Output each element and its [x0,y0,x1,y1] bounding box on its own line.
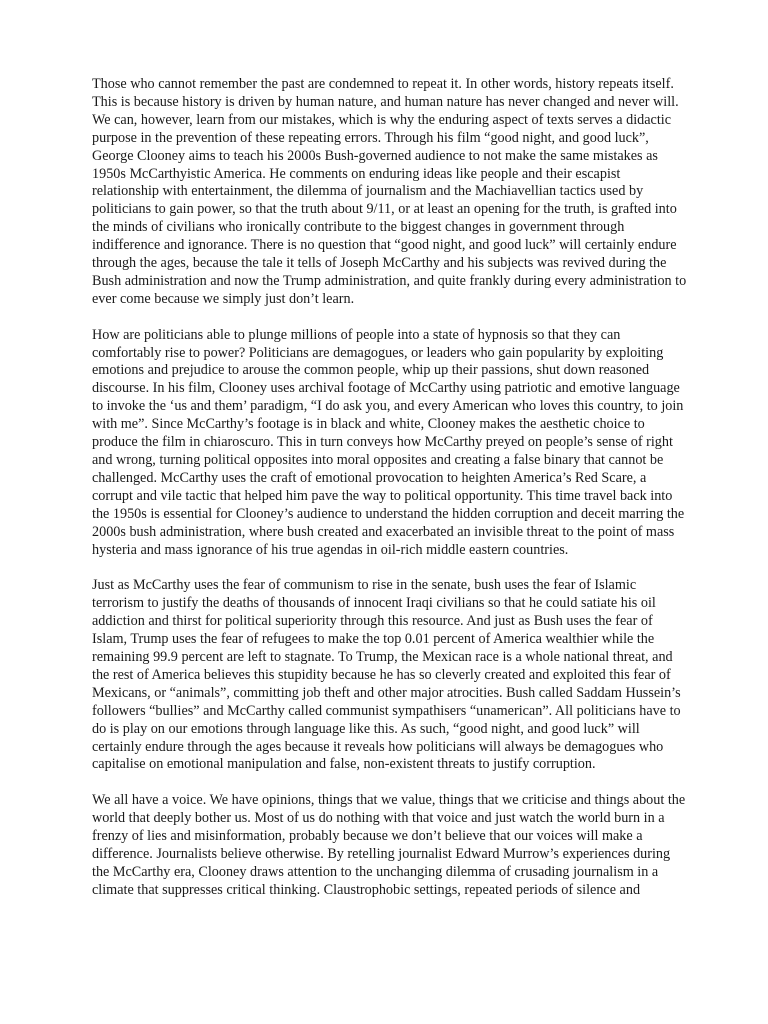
paragraph-1: Those who cannot remember the past are condemned to repeat it. In other words, history repeats itself. This is because history is driven by human nature, and human nature has never changed and never will. We can, however, learn from our mistakes, which is why the enduring aspect of texts serves a didactic purpose in the prevention of these repeating errors. Through his film “good night, and good luck”, George Clooney aims to teach his 2000s Bush-governed audience to not make the same mistakes as 1950s McCarthyistic America. He comments on enduring ideas like people and their escapist relationship with entertainment, the dilemma of journalism and the Machiavellian tactics used by politicians to gain power, so that the truth about 9/11, or at least an opening for the truth, is grafted into the minds of civilians who ironically contribute to the biggest changes in government through indifference and ignorance. There is no question that “good night, and good luck” will certainly endure through the ages, because the tale it tells of Joseph McCarthy and his subjects was revived during the Bush administration and now the Trump administration, and quite frankly during every administration to ever come because we simply just don’t learn. [92,76,687,307]
document-body [92,76,690,918]
paragraph-2: How are politicians able to plunge millions of people into a state of hypnosis so that they can comfortably rise to power? Politicians are demagogues, or leaders who gain popularity by exploiting emotions and prejudice to arouse the common people, whip up their passions, shut down reasoned discourse. In his film, Clooney uses archival footage of McCarthy using patriotic and emotive language to invoke the ‘us and them’ paradigm, “I do ask you, and every American who loves this country, to join with me”. Since McCarthy’s footage is in black and white, Clooney makes the aesthetic choice to produce the film in chiaroscuro. This in turn conveys how McCarthy preyed on people’s sense of right and wrong, turning political opposites into moral opposites and creating a false binary that cannot be challenged. McCarthy uses the craft of emotional provocation to heighten America’s Red Scare, a corrupt and vile tactic that helped him pave the way to political opportunity. This time travel back into the 1950s is essential for Clooney’s audience to understand the hidden corruption and deceit marring the 2000s bush administration, where bush created and exacerbated an invisible threat to the point of mass hysteria and mass ignorance of his true agendas in oil-rich middle eastern countries. [92,326,685,558]
paragraph-4: We all have a voice. We have opinions, things that we value, things that we criticise and things about the world that deeply bother us. Most of us do nothing with that voice and just watch the world burn in a frenzy of lies and misinformation, probably because we don’t believe that our voices will make a difference. Journalists believe otherwise. By retelling journalist Edward Murrow’s experiences during the McCarthy era, Clooney draws attention to the unchanging dilemma of crusading journalism in a climate that suppresses critical thinking. Claustrophobic settings, repeated periods of silence and [92,792,686,898]
paragraph-3: Just as McCarthy uses the fear of communism to rise in the senate, bush uses the fear of Islamic terrorism to justify the deaths of thousands of innocent Iraqi civilians so that he could satiate his oil addiction and thirst for political superiority through this resource. And just as Bush uses the fear of Islam, Trump uses the fear of refugees to make the top 0.01 percent of America wealthier while the remaining 99.9 percent are left to stagnate. To Trump, the Mexican race is a whole national threat, and the rest of America believes this stupidity because he has so cleverly created and exploited this fear of Mexicans, or “animals”, committing job theft and other major atrocities. Bush called Saddam Hussein’s followers “bullies” and McCarthy called communist sympathisers “unamerican”. All politicians have to do is play on our emotions through language like this. As such, “good night, and good luck” will certainly endure through the ages because it reveals how politicians will always be demagogues who capitalise on emotional manipulation and false, non-existent threats to justify corruption. [92,577,681,773]
